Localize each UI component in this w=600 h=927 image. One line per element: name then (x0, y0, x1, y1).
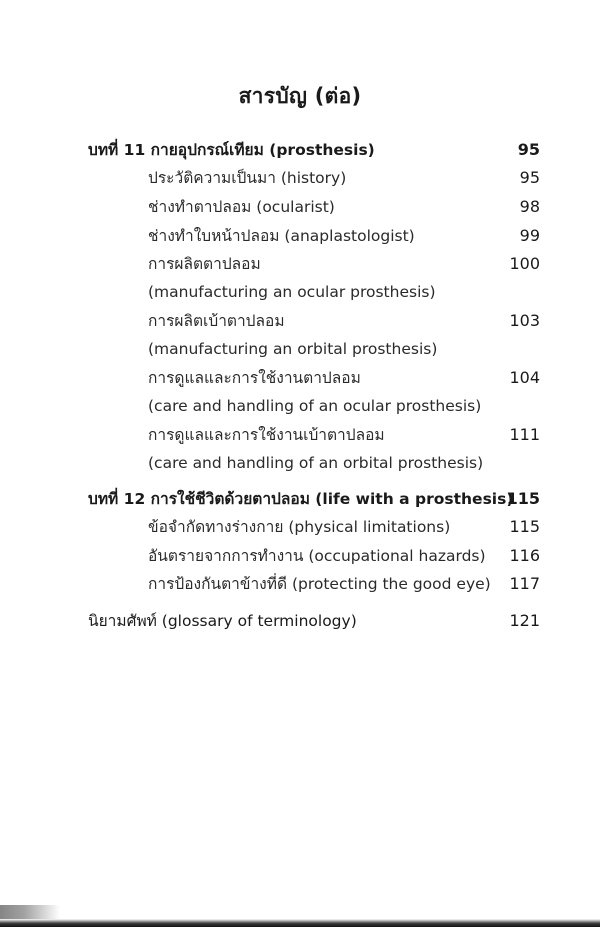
toc-chapter-12: บทที่ 12 การใช้ชีวิตด้วยตาปลอม (life with a prosthesis) (88, 490, 514, 508)
toc-entry-care-orbital: การดูแลและการใช้งานเบ้าตาปลอม (148, 426, 385, 444)
page-number: 100 (509, 254, 540, 273)
page-number: 117 (509, 574, 540, 593)
page-number: 95 (517, 140, 540, 159)
toc-entry-continuation: (care and handling of an ocular prosthesis) (148, 397, 482, 415)
toc-entry-continuation: (manufacturing an orbital prosthesis) (148, 340, 438, 358)
page-number: 111 (509, 425, 540, 444)
toc-entry-care-ocular: การดูแลและการใช้งานตาปลอม (148, 369, 361, 387)
page-number: 104 (509, 368, 540, 387)
page-number: 103 (509, 311, 540, 330)
toc-chapter-11: บทที่ 11 กายอุปกรณ์เทียม (prosthesis) (88, 141, 375, 159)
toc-entry-occupational-hazards: อันตรายจากการทำงาน (occupational hazards) (148, 547, 486, 565)
page-number: 116 (509, 546, 540, 565)
toc-entry-manufacturing-ocular: การผลิตตาปลอม (148, 255, 261, 273)
scan-bottom-edge (0, 919, 600, 927)
page-number: 115 (506, 489, 540, 508)
toc-entry-continuation: (care and handling of an orbital prosthesis) (148, 454, 484, 472)
toc-entry-history: ประวัติความเป็นมา (history) (148, 169, 347, 187)
page-number: 95 (519, 168, 540, 187)
toc-entry-protecting-good-eye: การป้องกันตาข้างที่ดี (protecting the good eye) (148, 575, 491, 593)
toc-entry-ocularist: ช่างทำตาปลอม (ocularist) (148, 198, 335, 216)
page-number: 99 (519, 226, 540, 245)
page-number: 98 (519, 197, 540, 216)
toc-glossary: นิยามศัพท์ (glossary of terminology) (88, 612, 357, 630)
page-title: สารบัญ (ต่อ) (238, 84, 362, 108)
toc-entry-physical-limitations: ข้อจำกัดทางร่างกาย (physical limitations) (148, 518, 451, 536)
toc-entry-continuation: (manufacturing an ocular prosthesis) (148, 283, 436, 301)
page-number: 121 (509, 611, 540, 630)
page-number: 115 (509, 517, 540, 536)
toc-entry-anaplastologist: ช่างทำใบหน้าปลอม (anaplastologist) (148, 227, 415, 245)
toc-entry-manufacturing-orbital: การผลิตเบ้าตาปลอม (148, 312, 285, 330)
